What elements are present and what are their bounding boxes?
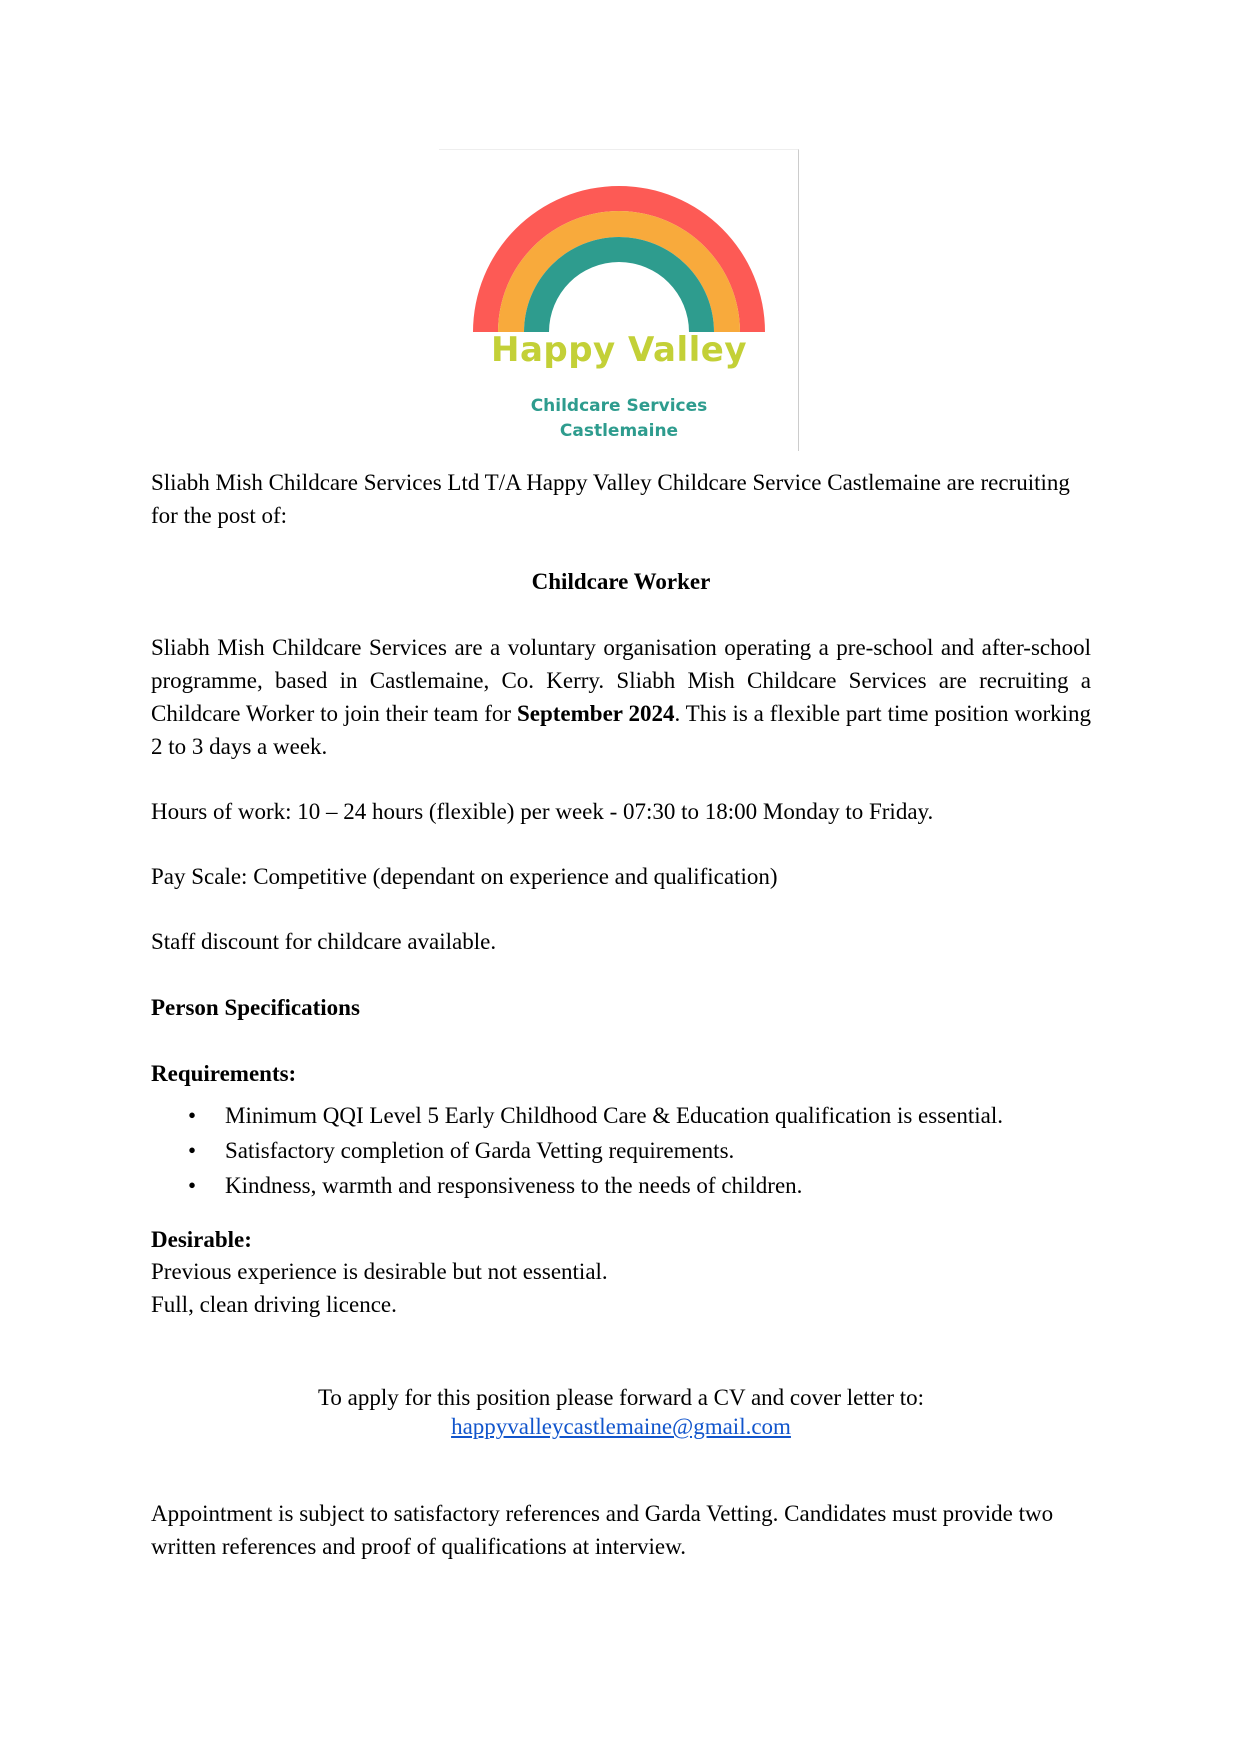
intro-paragraph: Sliabh Mish Childcare Services Ltd T/A Happy Valley Childcare Service Castlemaine are recruiting for the post of: [151,470,1070,528]
list-item [151,1098,1091,1133]
desirable-item: Previous experience is desirable but not essential. [151,1259,608,1284]
desirable-heading: Desirable: [151,1227,252,1252]
start-date: September 2024 [516,701,675,726]
bullet-icon: • [188,1173,197,1198]
email-link[interactable]: happyvalleycastlemaine@gmail.com [451,1414,791,1439]
closing-paragraph: Appointment is subject to satisfactory references and Garda Vetting. Candidates must provide two written references and proof of qualifications at interview. [151,1501,1054,1559]
requirements-heading: Requirements: [151,1061,297,1086]
logo-subtitle-line2: Castlemaine [559,421,679,441]
hours-of-work: Hours of work: 10 – 24 hours (flexible) per week - 07:30 to 18:00 Monday to Friday. [151,799,934,824]
person-specifications-heading: Person Specifications [151,995,360,1020]
pay-scale: Pay Scale: Competitive (dependant on experience and qualification) [151,864,778,889]
requirement-text: Satisfactory completion of Garda Vetting requirements. [225,1138,735,1163]
staff-discount: Staff discount for childcare available. [151,929,497,954]
apply-instructions: To apply for this position please forward a CV and cover letter to: [317,1385,925,1410]
logo [439,149,799,451]
requirements-list [151,1098,1091,1203]
list-item [151,1133,1091,1168]
desirable-item: Full, clean driving licence. [151,1292,397,1317]
requirement-text: Kindness, warmth and responsiveness to the needs of children. [225,1173,803,1198]
requirement-text: Minimum QQI Level 5 Early Childhood Care & Education qualification is essential. [225,1103,1004,1128]
bullet-icon: • [188,1138,197,1163]
job-title: Childcare Worker [531,569,711,594]
description-text-1: Sliabh Mish Childcare Services are a voluntary organisation operating a pre-school and after-school programme, based in Castlemaine, Co. Kerry. Sliabh Mish Childcare Services are recruiting a Childcare Worker to join their team for [151,635,1091,726]
description-text-2: . This is a flexible part time position working 2 to 3 days a week. [151,701,1091,759]
bullet-icon: • [188,1103,197,1128]
logo-title: Happy Valley [490,330,747,370]
description-paragraph [151,631,1091,763]
logo-subtitle-line1: Childcare Services [530,396,708,416]
list-item [151,1168,1091,1203]
apply-email-line [151,1412,1091,1441]
